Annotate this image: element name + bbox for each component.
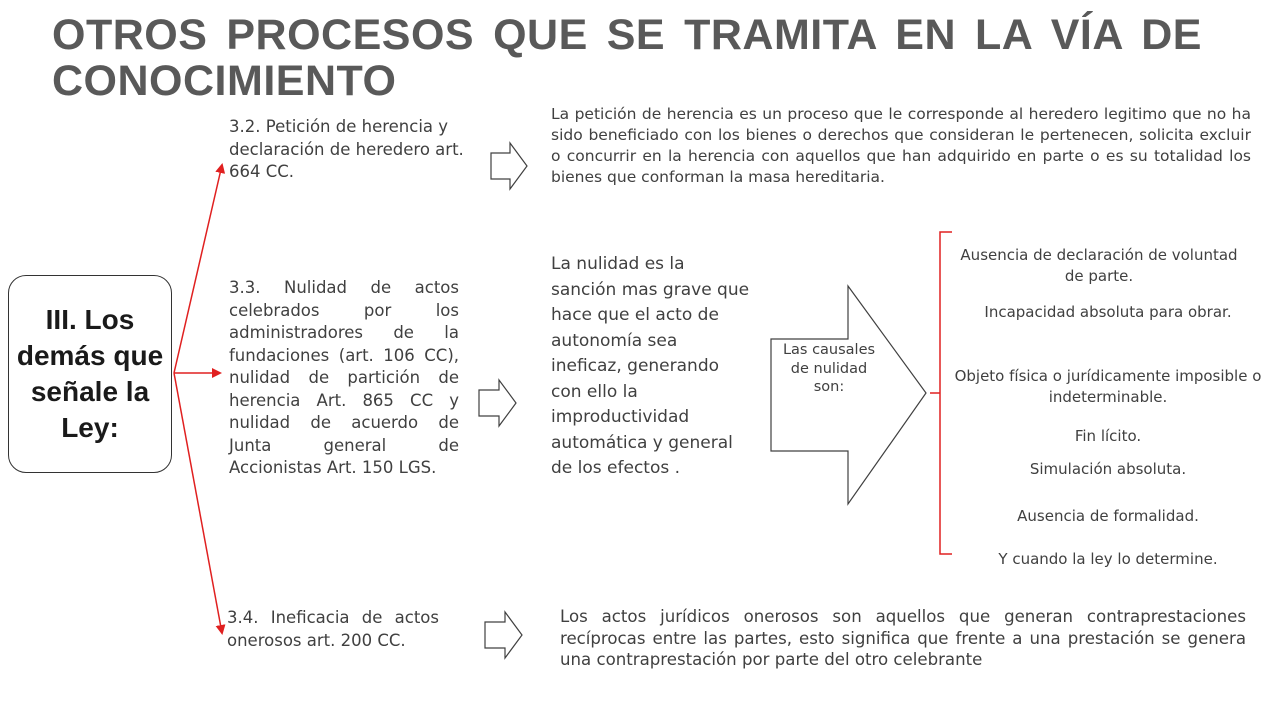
causal-item: Objeto física o jurídicamente imposible o indeterminable. [954,367,1262,406]
item-description-3-3: La nulidad es la sanción mas grave que hace que el acto de autonomía sea ineficaz, generando con ello la improductividad automática y general de los efectos . [551,254,750,478]
block-arrow-3-4 [485,612,522,658]
item-heading-3-3: 3.3. Nulidad de actos celebrados por los administradores de la fundaciones (art. 106 CC), nulidad de partición de herencia Art. 865 CC y nulidad de acuerdo de Junta general de Accionistas Art. 150 LGS. [229,278,459,477]
causales-label: Las causales de nulidad son: [782,342,876,395]
causal-item: Ausencia de declaración de voluntad de parte. [960,246,1238,285]
block-arrow-3-3 [479,380,516,426]
slide-title-line2: CONOCIMIENTO [52,57,397,105]
item-description-3-4: Los actos jurídicos onerosos son aquellos que generan contraprestaciones recíprocas entre las partes, esto significa que frente a una prestación se genera una contraprestación por parte del otro celebrante [560,607,1246,669]
causales-bracket [930,232,952,554]
block-arrow-3-2 [491,143,527,189]
causal-item: Simulación absoluta. [1029,460,1187,478]
causal-item: Fin lícito. [1074,427,1142,445]
item-heading-3-4: 3.4. Ineficacia de actos onerosos art. 200 CC. [227,608,439,650]
slide-title-line1: OTROS PROCESOS QUE SE TRAMITA EN LA VÍA DE [52,11,1202,59]
causal-item: Ausencia de formalidad. [1017,507,1199,525]
connector-arrow-3-4 [174,373,222,633]
main-category-label: III. Los demás que señale la Ley: [16,304,164,443]
main-category-box [8,275,172,473]
item-heading-3-2: 3.2. Petición de herencia y declaración de heredero art. 664 CC. [229,117,464,181]
connector-arrow-3-2 [174,165,222,373]
causal-item: Y cuando la ley lo determine. [998,550,1218,568]
item-description-3-2: La petición de herencia es un proceso que le corresponde al heredero legitimo que no ha sido beneficiado con los bienes o derechos que consideran le pertenecen, solicita excluir o concurrir en la herencia con aquellos que han adquirido en parte o es su totalidad los bienes que conforman la masa hereditaria. [551,105,1251,186]
causal-item: Incapacidad absoluta para obrar. [984,303,1232,321]
